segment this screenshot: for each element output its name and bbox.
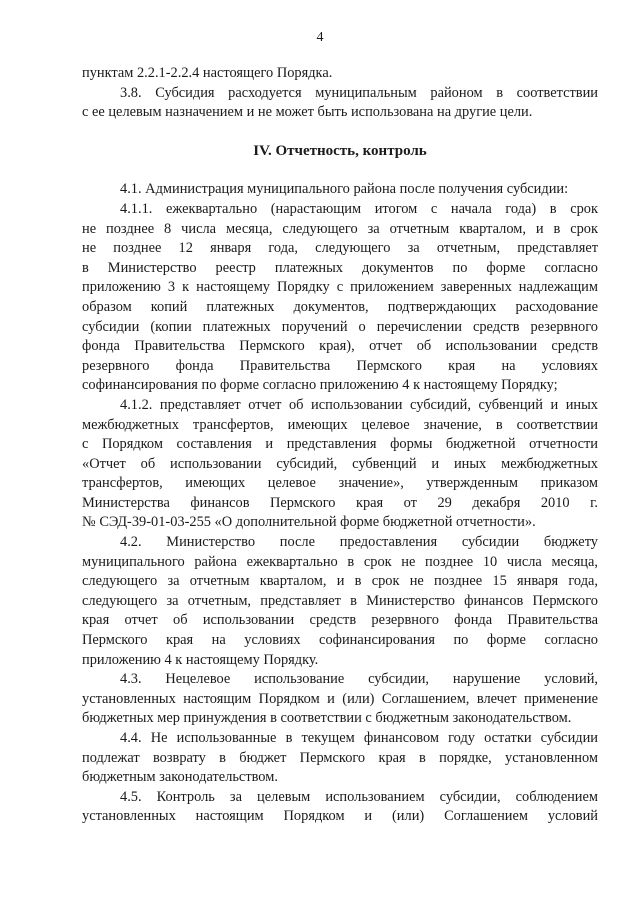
text-line: Министерства финансов Пермского края от 29 декабря 2010 г. [82, 494, 598, 511]
text-line: 4.4. Не использованные в текущем финансовом году остатки субсидии [120, 730, 598, 746]
text-line: установленных настоящим Порядком и (или) Соглашением, влечет применение [82, 690, 598, 707]
text-line: трансфертов, имеющих целевое значение», утвержденным приказом [82, 475, 598, 492]
text-line: № СЭД-39-01-03-255 «О дополнительной форме бюджетной отчетности». [82, 514, 536, 531]
text-line: 4.1. Администрация муниципального района после получения субсидии: [120, 181, 569, 198]
text-line: установленных настоящим Порядком и (или) Соглашением условий [82, 808, 598, 825]
text-line: 4.1.1. ежеквартально (нарастающим итогом с начала года) в срок [120, 200, 598, 217]
text-line: следующего за отчетным кварталом, и в срок не позднее 15 января года, [82, 573, 598, 590]
text-line: субсидии (копии платежных поручений о перечислении средств резервного [82, 318, 598, 335]
text-line: 4.2. Министерство после предоставления субсидии бюджету [120, 534, 598, 551]
text-line: 4.1.2. представляет отчет об использовании субсидий, субвенций и иных [120, 396, 598, 413]
text-line: бюджетных мер принуждения в соответствии с бюджетным законодательством. [82, 710, 572, 727]
page-number: 4 [316, 30, 324, 45]
text-line: края отчет об использовании средств резервного фонда Правительства [82, 612, 598, 629]
text-line: с Порядком составления и представления формы бюджетной отчетности [82, 436, 598, 453]
text-line: 3.8. Субсидия расходуется муниципальным районом в соответствии [120, 84, 598, 101]
text-line: приложению 4 к настоящему Порядку. [82, 651, 319, 668]
text-line: резервного фонда Правительства Пермского края на условиях [82, 357, 598, 374]
text-line: муниципального района ежеквартально в срок не позднее 10 числа месяца, [82, 553, 598, 570]
text-line: следующего за отчетным, представляет в Министерство финансов Пермского [82, 592, 598, 609]
text-line: не позднее 12 января года, следующего за отчетным, представляет [82, 240, 598, 257]
text-line: «Отчет об использовании субсидий, субвенций и иных межбюджетных [82, 455, 598, 472]
text-line: в Министерство реестр платежных документов по форме согласно [82, 259, 598, 276]
text-line: софинансирования по форме согласно приложению 4 к настоящему Порядку; [82, 377, 558, 394]
text-line: приложению 3 к настоящему Порядку с приложением заверенных надлежащим [82, 279, 598, 296]
text-line: пунктам 2.2.1-2.2.4 настоящего Порядка. [82, 65, 333, 81]
text-line: подлежат возврату в бюджет Пермского края в порядке, установленном [82, 749, 598, 766]
text-line: 4.3. Нецелевое использование субсидии, нарушение условий, [120, 671, 598, 688]
document-body [82, 64, 598, 827]
text-line: образом копий платежных документов, подтверждающих расходование [82, 298, 598, 315]
text-line: Пермского края на условиях софинансирования по форме согласно [82, 632, 598, 649]
text-line: фонда Правительства Пермского края), отчет об использовании средств [82, 338, 598, 355]
text-line: 4.5. Контроль за целевым использованием субсидии, соблюдением [120, 788, 598, 805]
text-line: бюджетным законодательством. [82, 769, 278, 786]
text-line: не позднее 8 числа месяца, следующего за отчетным кварталом, и в срок [82, 220, 598, 237]
text-line: с ее целевым назначением и не может быть использована на другие цели. [82, 104, 533, 121]
text-line: межбюджетных трансфертов, имеющих целевое значение, в соответствии [82, 416, 598, 433]
section-heading: IV. Отчетность, контроль [253, 142, 427, 159]
